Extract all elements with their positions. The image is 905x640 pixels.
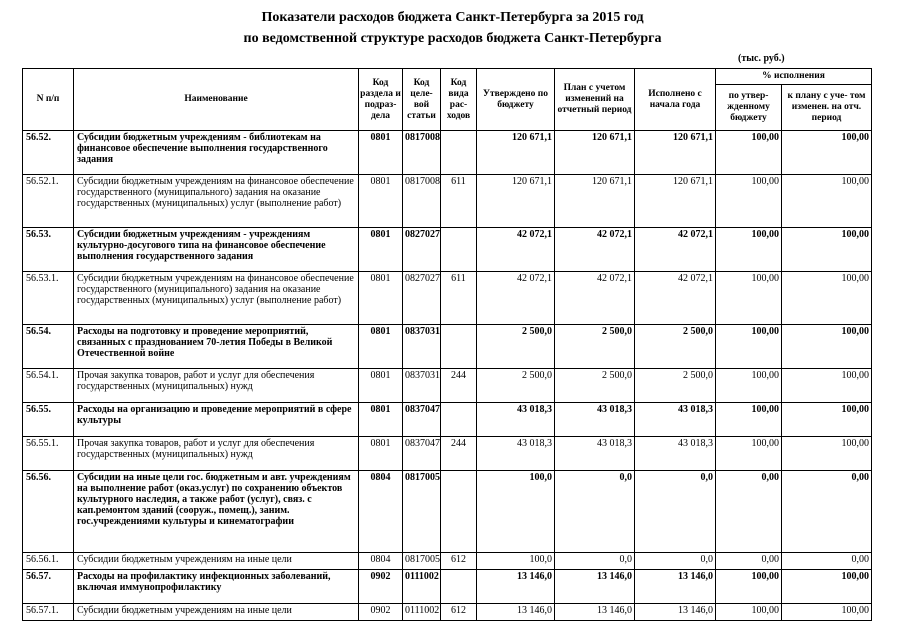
row-number: 56.57. — [23, 570, 74, 604]
row-pct-plan: 100,00 — [782, 570, 872, 604]
row-name: Прочая закупка товаров, работ и услуг для обеспечения государственных (муниципальных) нужд — [74, 369, 359, 403]
row-type-code — [441, 228, 477, 272]
row-pct-plan: 100,00 — [782, 604, 872, 621]
row-executed: 42 072,1 — [635, 272, 716, 325]
row-article-code: 0111002 — [403, 570, 441, 604]
row-name: Субсидии на иные цели гос. бюджетным и авт. учреждениям на выполнение работ (оказ.услуг) по сохранению объектов культурного наследия, а также работ (услуг), связ. с кап.ремонтом зданий (сооруж., помещ.), заним. гос.учреждениями культуры и кинематографии — [74, 471, 359, 553]
col-header-executed: Исполнено с начала года — [635, 69, 716, 131]
row-number: 56.57.1. — [23, 604, 74, 621]
row-section-code: 0801 — [359, 175, 403, 228]
row-type-code: 612 — [441, 604, 477, 621]
row-plan: 2 500,0 — [555, 369, 635, 403]
table-row — [23, 570, 872, 604]
row-pct-approved: 100,00 — [716, 570, 782, 604]
col-header-pct-plan: к плану с уче- том изменен. на отч. период — [782, 85, 872, 131]
row-section-code: 0804 — [359, 471, 403, 553]
row-number: 56.55. — [23, 403, 74, 437]
row-executed: 120 671,1 — [635, 175, 716, 228]
row-plan: 0,0 — [555, 471, 635, 553]
row-pct-plan: 100,00 — [782, 272, 872, 325]
row-type-code — [441, 471, 477, 553]
table-row — [23, 437, 872, 471]
row-name: Субсидии бюджетным учреждениям на финансовое обеспечение государственного (муниципального) задания на оказание государственных (муниципальных) услуг (выполнение работ) — [74, 272, 359, 325]
row-article-code: 0837031 — [403, 369, 441, 403]
report-subtitle: по ведомственной структуре расходов бюджета Санкт-Петербурга — [243, 31, 662, 46]
row-section-code: 0801 — [359, 437, 403, 471]
row-executed: 42 072,1 — [635, 228, 716, 272]
row-plan: 13 146,0 — [555, 604, 635, 621]
row-number: 56.53. — [23, 228, 74, 272]
row-type-code — [441, 403, 477, 437]
row-approved: 100,0 — [477, 553, 555, 570]
row-article-code: 0817008 — [403, 175, 441, 228]
row-pct-plan: 100,00 — [782, 175, 872, 228]
units-label: (тыс. руб.) — [738, 53, 785, 64]
row-name: Субсидии бюджетным учреждениям на иные цели — [74, 604, 359, 621]
row-pct-approved: 100,00 — [716, 369, 782, 403]
table-row — [23, 131, 872, 175]
row-approved: 120 671,1 — [477, 175, 555, 228]
col-header-no: N п/п — [23, 69, 74, 131]
row-approved: 13 146,0 — [477, 570, 555, 604]
row-article-code: 0837047 — [403, 403, 441, 437]
col-header-section: Код раздела и подраз- дела — [359, 69, 403, 131]
row-pct-approved: 100,00 — [716, 403, 782, 437]
row-executed: 43 018,3 — [635, 403, 716, 437]
table-row — [23, 553, 872, 570]
col-header-type: Код вида рас- ходов — [441, 69, 477, 131]
row-section-code: 0801 — [359, 272, 403, 325]
row-plan: 42 072,1 — [555, 272, 635, 325]
row-executed: 0,0 — [635, 471, 716, 553]
row-pct-approved: 100,00 — [716, 175, 782, 228]
row-number: 56.52. — [23, 131, 74, 175]
col-header-article: Код целе- вой статьи — [403, 69, 441, 131]
row-name: Субсидии бюджетным учреждениям на иные цели — [74, 553, 359, 570]
row-pct-plan: 100,00 — [782, 131, 872, 175]
row-approved: 2 500,0 — [477, 369, 555, 403]
row-plan: 43 018,3 — [555, 437, 635, 471]
row-approved: 100,0 — [477, 471, 555, 553]
row-article-code: 0817005 — [403, 553, 441, 570]
row-approved: 42 072,1 — [477, 228, 555, 272]
table-row — [23, 272, 872, 325]
row-type-code — [441, 131, 477, 175]
row-type-code — [441, 325, 477, 369]
row-approved: 42 072,1 — [477, 272, 555, 325]
row-number: 56.52.1. — [23, 175, 74, 228]
row-pct-plan: 100,00 — [782, 403, 872, 437]
row-executed: 0,0 — [635, 553, 716, 570]
table-row — [23, 403, 872, 437]
row-number: 56.55.1. — [23, 437, 74, 471]
row-number: 56.53.1. — [23, 272, 74, 325]
row-name: Расходы на профилактику инфекционных заболеваний, включая иммунопрофилактику — [74, 570, 359, 604]
row-type-code: 612 — [441, 553, 477, 570]
row-section-code: 0801 — [359, 403, 403, 437]
row-pct-approved: 100,00 — [716, 272, 782, 325]
row-type-code: 244 — [441, 437, 477, 471]
budget-table — [22, 68, 872, 621]
row-executed: 120 671,1 — [635, 131, 716, 175]
row-plan: 0,0 — [555, 553, 635, 570]
row-pct-plan: 100,00 — [782, 369, 872, 403]
row-article-code: 0817008 — [403, 131, 441, 175]
row-name: Субсидии бюджетным учреждениям - учреждениям культурно-досугового типа на финансовое обеспечение выполнения государственного задания — [74, 228, 359, 272]
row-pct-approved: 100,00 — [716, 131, 782, 175]
row-section-code: 0801 — [359, 369, 403, 403]
row-article-code: 0837031 — [403, 325, 441, 369]
row-section-code: 0801 — [359, 325, 403, 369]
row-plan: 120 671,1 — [555, 175, 635, 228]
row-plan: 43 018,3 — [555, 403, 635, 437]
row-pct-approved: 100,00 — [716, 325, 782, 369]
row-name: Расходы на подготовку и проведение мероприятий, связанных с празднованием 70-летия Победы в Великой Отечественной войне — [74, 325, 359, 369]
row-article-code: 0837047 — [403, 437, 441, 471]
row-pct-plan: 0,00 — [782, 553, 872, 570]
row-section-code: 0902 — [359, 604, 403, 621]
row-article-code: 0827027 — [403, 272, 441, 325]
row-name: Субсидии бюджетным учреждениям на финансовое обеспечение государственного (муниципального) задания на оказание государственных (муниципальных) услуг (выполнение работ) — [74, 175, 359, 228]
row-pct-approved: 0,00 — [716, 553, 782, 570]
table-row — [23, 228, 872, 272]
row-name: Субсидии бюджетным учреждениям - библиотекам на финансовое обеспечение выполнения государственного задания — [74, 131, 359, 175]
table-row — [23, 175, 872, 228]
row-plan: 13 146,0 — [555, 570, 635, 604]
report-title: Показатели расходов бюджета Санкт-Петербурга за 2015 год — [261, 10, 644, 25]
row-type-code: 611 — [441, 175, 477, 228]
row-pct-plan: 100,00 — [782, 228, 872, 272]
row-approved: 13 146,0 — [477, 604, 555, 621]
row-number: 56.54.1. — [23, 369, 74, 403]
col-header-pct-group: % исполнения — [716, 69, 872, 85]
row-plan: 120 671,1 — [555, 131, 635, 175]
row-section-code: 0804 — [359, 553, 403, 570]
row-pct-approved: 0,00 — [716, 471, 782, 553]
row-approved: 43 018,3 — [477, 437, 555, 471]
col-header-pct-approved: по утвер- жденному бюджету — [716, 85, 782, 131]
row-executed: 13 146,0 — [635, 570, 716, 604]
table-row — [23, 369, 872, 403]
table-row — [23, 471, 872, 553]
row-executed: 13 146,0 — [635, 604, 716, 621]
row-executed: 2 500,0 — [635, 325, 716, 369]
row-name: Прочая закупка товаров, работ и услуг для обеспечения государственных (муниципальных) нужд — [74, 437, 359, 471]
row-number: 56.56. — [23, 471, 74, 553]
row-pct-approved: 100,00 — [716, 437, 782, 471]
row-plan: 42 072,1 — [555, 228, 635, 272]
row-section-code: 0801 — [359, 131, 403, 175]
row-article-code: 0111002 — [403, 604, 441, 621]
row-pct-approved: 100,00 — [716, 604, 782, 621]
row-number: 56.54. — [23, 325, 74, 369]
row-article-code: 0827027 — [403, 228, 441, 272]
row-approved: 2 500,0 — [477, 325, 555, 369]
row-executed: 2 500,0 — [635, 369, 716, 403]
row-number: 56.56.1. — [23, 553, 74, 570]
row-type-code: 244 — [441, 369, 477, 403]
row-pct-plan: 100,00 — [782, 325, 872, 369]
col-header-approved: Утверждено по бюджету — [477, 69, 555, 131]
row-section-code: 0801 — [359, 228, 403, 272]
row-pct-plan: 0,00 — [782, 471, 872, 553]
row-plan: 2 500,0 — [555, 325, 635, 369]
row-name: Расходы на организацию и проведение мероприятий в сфере культуры — [74, 403, 359, 437]
row-article-code: 0817005 — [403, 471, 441, 553]
row-type-code — [441, 570, 477, 604]
row-section-code: 0902 — [359, 570, 403, 604]
row-pct-plan: 100,00 — [782, 437, 872, 471]
row-executed: 43 018,3 — [635, 437, 716, 471]
row-approved: 120 671,1 — [477, 131, 555, 175]
row-type-code: 611 — [441, 272, 477, 325]
table-row — [23, 325, 872, 369]
col-header-name: Наименование — [74, 69, 359, 131]
row-approved: 43 018,3 — [477, 403, 555, 437]
table-row — [23, 604, 872, 621]
col-header-plan: План с учетом изменений на отчетный период — [555, 69, 635, 131]
row-pct-approved: 100,00 — [716, 228, 782, 272]
